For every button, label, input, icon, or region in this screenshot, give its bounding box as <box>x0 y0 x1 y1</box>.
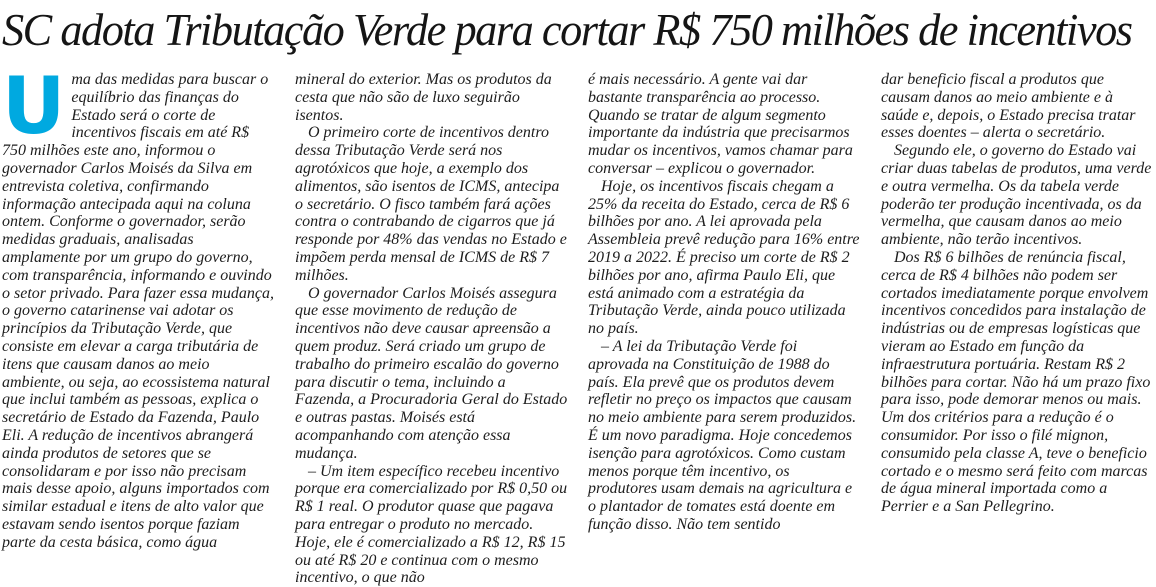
paragraph: O primeiro corte de incentivos dentro dessa Tributação Verde será nos agrotóxicos que hoje, a exemplo dos alimentos, são isentos de ICMS, antecipa o secretário. O fisco também fará ações contra o contrabando de cigarros que já responde por 48% das vendas no Estado e impõem perda mensal de ICMS de R$ 7 milhões. <box>295 124 567 284</box>
paragraph-text: ma das medidas para buscar o equilíbrio das finanças do Estado será o corte de incentivos fiscais em até R$ 750 milhões este ano, informou o governador Carlos Moisés da Silva em entrevista coletiva, confirmando informação antecipada aqui na coluna ontem. Conforme o governador, serão medidas graduais, analisadas amplamente por um grupo do governo, com transparência, informando e ouvindo o setor privado. Para fazer essa mudança, o governo catarinense vai adotar os princípios da Tributação Verde, que consiste em elevar a carga tributária de itens que causam danos ao meio ambiente, ou seja, ao ecossistema natural que inclui também as pessoas, explica o secretário de Estado da Fazenda, Paulo Eli. A redução de incentivos abrangerá ainda produtos de setores que se consolidaram e por isso não precisam mais desse apoio, alguns importados com similar estadual e itens de alto valor que estavam sendo isentos porque faziam parte da cesta básica, como água <box>2 71 274 551</box>
article-headline: SC adota Tributação Verde para cortar R$ 750 milhões de incentivos <box>2 5 1132 55</box>
lead-paragraph <box>2 62 275 552</box>
paragraph: Segundo ele, o governo do Estado vai criar duas tabelas de produtos, uma verde e outra vermelha. Os da tabela verde poderão ter produção incentivada, os da vermelha, que causam danos ao meio ambiente, não terão incentivos. <box>881 142 1152 249</box>
article-columns <box>2 62 1154 587</box>
paragraph: mineral do exterior. Mas os produtos da cesta que não são de luxo seguirão isentos. <box>295 71 552 124</box>
paragraph: é mais necessário. A gente vai dar bastante transparência ao processo. Quando se tratar de algum segmento importante da indústria que precisarmos mudar os incentivos, vamos chamar para conversar – explicou o governador. <box>588 71 853 177</box>
article-column-1 <box>2 62 275 587</box>
paragraph: Hoje, os incentivos fiscais chegam a 25% da receita do Estado, cerca de R$ 6 bilhões por ano. A lei aprovada pela Assembleia prevê redução para 16% entre 2019 a 2022. É preciso um corte de R$ 2 bilhões por ano, afirma Paulo Eli, que está animado com a estratégia da Tributação Verde, ainda pouco utilizada no país. <box>588 177 860 338</box>
drop-cap-letter: U <box>2 62 63 152</box>
quote-paragraph: – A lei da Tributação Verde foi aprovada na Constituição de 1988 do país. Ela prevê que os produtos devem refletir no preço os impactos que causam no meio ambiente para serem produzidos. É um novo paradigma. Hoje concedemos isenção para agrotóxicos. Como custam menos porque têm incentivo, os produtores usam demais na agricultura e o plantador de tomates está doente em função disso. Não tem sentido <box>588 337 857 533</box>
quote-paragraph: – Um item específico recebeu incentivo porque era comercializado por R$ 0,50 ou R$ 1 real. O produtor quase que pagava para entregar o produto no mercado. Hoje, ele é comercializado a R$ 12, R$ 15 ou até R$ 20 e continua com o mesmo incentivo, o que não <box>295 462 568 587</box>
paragraph: O governador Carlos Moisés assegura que esse movimento de redução de incentivos não deve causar apreensão a quem produz. Será criado um grupo de trabalho do primeiro escalão do governo para discutir o tema, incluindo a Fazenda, a Procuradoria Geral do Estado e outras pastas. Moisés está acompanhando com atenção essa mudança. <box>295 284 568 462</box>
article-column-4 <box>881 71 1154 587</box>
paragraph: Dos R$ 6 bilhões de renúncia fiscal, cerca de R$ 4 bilhões não podem ser cortados imediatamente porque envolvem incentivos concedidos para instalação de indústrias ou de empresas logísticas que vieram ao Estado em função da infraestrutura portuária. Restam R$ 2 bilhões para cortar. Não há um prazo fixo para isso, pode demorar menos ou mais. Um dos critérios para a redução é o consumidor. Por isso o filé mignon, consumido pela classe A, teve o beneficio cortado e o mesmo será feito com marcas de água mineral importada como a Perrier e a San Pellegrino. <box>881 248 1151 516</box>
article-column-2 <box>295 71 568 587</box>
paragraph: dar beneficio fiscal a produtos que causam danos ao meio ambiente e à saúde e, depois, o Estado precisa tratar esses doentes – alerta o secretário. <box>881 71 1136 142</box>
article-column-3 <box>588 71 861 587</box>
